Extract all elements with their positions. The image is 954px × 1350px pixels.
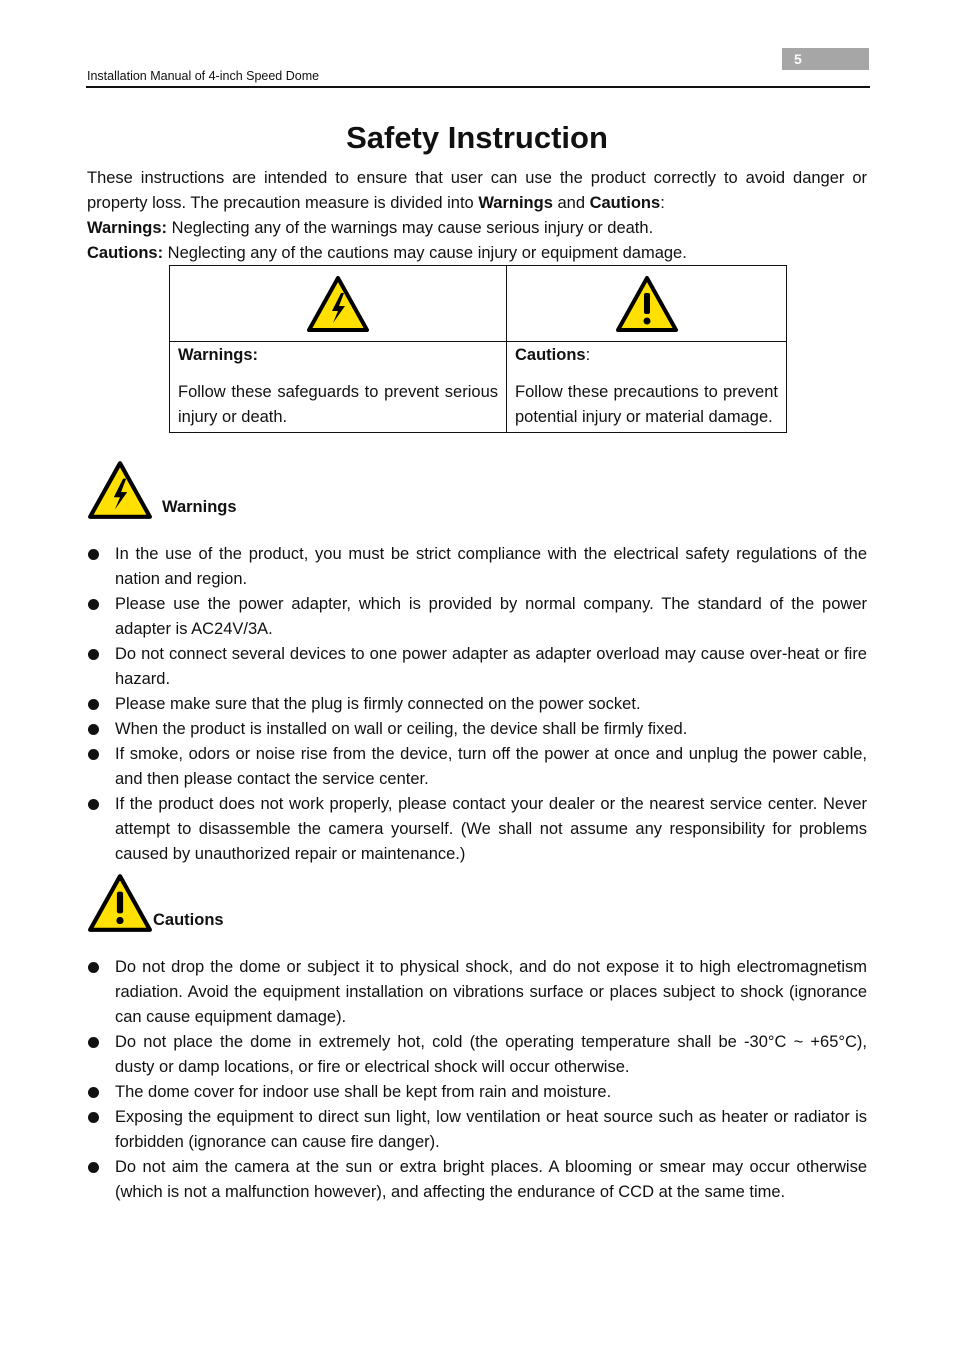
list-item [87,542,867,592]
list-item [87,792,867,867]
page-title: Safety Instruction [346,120,608,155]
intro-cautions-word: Cautions [589,194,661,212]
cautions-def-label: Cautions: [87,244,164,262]
list-item-text: Please make sure that the plug is firmly connected on the power socket. [115,695,641,713]
list-item-text: If smoke, odors or noise rise from the device, turn off the power at once and unplug the power cable, and then please contact the service center. [115,745,867,788]
list-item-text: Do not aim the camera at the sun or extra bright places. A blooming or smear may occur otherwise (which is not a malfunction however), and affecting the endurance of CCD at the same time. [115,1158,867,1201]
warnings-def-label: Warnings: [87,219,168,237]
cautions-cell-heading-colon: : [585,346,591,364]
warnings-list [87,542,867,867]
list-item-text: When the product is installed on wall or ceiling, the device shall be firmly fixed. [115,720,688,738]
bullet-icon [88,549,99,560]
exclamation-warning-icon [615,275,679,333]
list-item-text: In the use of the product, you must be strict compliance with the electrical safety regulations of the nation and region. [115,545,867,588]
warnings-cell-body: Follow these safeguards to prevent serious injury or death. [178,383,498,426]
cautions-cell-body: Follow these precautions to prevent potential injury or material damage. [515,383,778,426]
bullet-icon [88,724,99,735]
warnings-def-text: Neglecting any of the warnings may cause serious injury or death. [167,219,654,237]
list-item-text: Do not place the dome in extremely hot, cold (the operating temperature shall be -30°C ~ +65°C), dusty or damp locations, or fire or electrical shock will occur otherwise. [115,1033,867,1076]
bullet-icon [88,1037,99,1048]
intro-and: and [552,194,590,212]
list-item [87,592,867,642]
list-item [87,1080,867,1105]
exclamation-warning-icon [87,873,153,933]
intro-sentence: These instructions are intended to ensure that user can use the product correctly to avoid danger or property loss. The precaution measure is divided into [87,169,867,212]
list-item [87,717,867,742]
warnings-description-cell [170,342,507,433]
list-item [87,1155,867,1205]
header-rule [86,86,870,88]
list-item-text: Exposing the equipment to direct sun light, low ventilation or heat source such as heater or radiator is forbidden (ignorance can cause fire danger). [115,1108,867,1151]
list-item [87,1105,867,1155]
warnings-cell-heading: Warnings: [178,346,259,364]
bullet-icon [88,1162,99,1173]
bullet-icon [88,799,99,810]
list-item [87,955,867,1030]
intro-colon: : [660,194,665,212]
cautions-list [87,955,867,1205]
bullet-icon [88,599,99,610]
manual-title: Installation Manual of 4-inch Speed Dome [87,69,320,83]
cautions-description-cell [507,342,787,433]
bullet-icon [88,962,99,973]
caution-symbol-cell [507,266,787,342]
warnings-section-heading [87,460,237,520]
cautions-cell-heading [515,343,778,368]
intro-paragraph [87,166,867,216]
list-item [87,692,867,717]
cautions-section-label: Cautions [153,911,224,929]
intro-text [87,166,867,266]
list-item-text: The dome cover for indoor use shall be kept from rain and moisture. [115,1083,612,1101]
warnings-definition [87,216,867,241]
list-item-text: Do not connect several devices to one power adapter as adapter overload may cause over-heat or fire hazard. [115,645,867,688]
list-item-text: Do not drop the dome or subject it to physical shock, and do not expose it to high electromagnetism radiation. Avoid the equipment installation on vibrations surface or places subject to shock (ignorance can cause equipment damage). [115,958,867,1026]
list-item [87,742,867,792]
bullet-icon [88,749,99,760]
bullet-icon [88,699,99,710]
symbol-table [169,265,787,433]
cautions-definition [87,241,867,266]
bullet-icon [88,1087,99,1098]
bullet-icon [88,649,99,660]
cautions-def-text: Neglecting any of the cautions may cause injury or equipment damage. [163,244,687,262]
bullet-icon [88,1112,99,1123]
intro-warnings-word: Warnings [478,194,553,212]
cautions-cell-heading-word: Cautions [515,346,586,364]
list-item [87,1030,867,1080]
warnings-section-label: Warnings [162,498,237,516]
electrical-hazard-icon [87,460,153,520]
list-item-text: If the product does not work properly, please contact your dealer or the nearest service center. Never attempt to disassemble the camera yourself. (We shall not assume any responsibility for problems caused by unauthorized repair or maintenance.) [115,795,867,863]
cautions-section-heading [87,873,224,933]
list-item-text: Please use the power adapter, which is provided by normal company. The standard of the power adapter is AC24V/3A. [115,595,867,638]
electrical-hazard-icon [306,275,370,333]
list-item [87,642,867,692]
page-number: 5 [782,48,869,70]
warning-symbol-cell [170,266,507,342]
